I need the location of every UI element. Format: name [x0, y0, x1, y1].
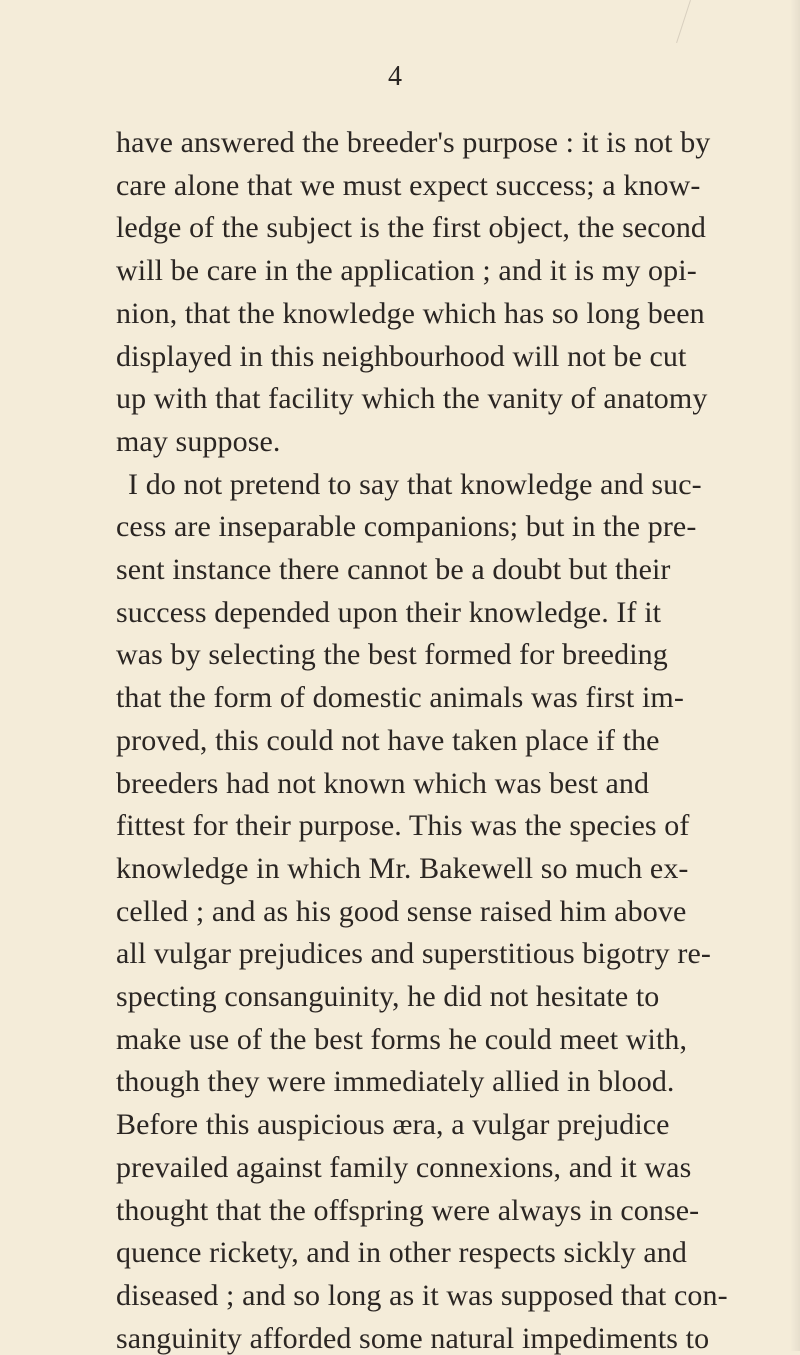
text-line: thought that the offspring were always in conse-: [116, 1193, 700, 1227]
text-line: have answered the breeder's purpose : it is not by: [116, 126, 711, 159]
text-line: may suppose.: [116, 424, 281, 458]
text-line: all vulgar prejudices and superstitious bigotry re-: [116, 937, 711, 971]
text-line: up with that facility which the vanity of anatomy: [116, 382, 708, 416]
text-line: celled ; and as his good sense raised him above: [116, 894, 687, 928]
text-line: I do not pretend to say that knowledge and suc-: [128, 467, 702, 501]
page-edge-shadow: [790, 0, 800, 1351]
text-line: displayed in this neighbourhood will not be cut: [116, 339, 687, 373]
text-line: ledge of the subject is the first object, the second: [116, 211, 707, 245]
text-line: fittest for their purpose. This was the species of: [116, 809, 690, 843]
text-line: diseased ; and so long as it was supposed that con-: [116, 1278, 728, 1312]
text-line: will be care in the application ; and it is my opi-: [116, 254, 697, 288]
text-line: that the form of domestic animals was first im-: [116, 681, 684, 715]
text-line: specting consanguinity, he did not hesitate to: [116, 980, 660, 1013]
text-line: care alone that we must expect success; a know-: [116, 168, 701, 202]
text-line: was by selecting the best formed for breeding: [116, 638, 668, 672]
text-line: breeders had not known which was best and: [116, 766, 650, 800]
text-line: cess are inseparable companions; but in the pre-: [116, 510, 697, 544]
text-line: proved, this could not have taken place if the: [116, 723, 660, 757]
text-line: success depended upon their knowledge. If it: [116, 595, 662, 629]
text-line: sent instance there cannot be a doubt but their: [116, 553, 671, 586]
text-line: though they were immediately allied in blood.: [116, 1065, 675, 1099]
text-line: quence rickety, and in other respects sickly and: [116, 1236, 687, 1270]
text-line: prevailed against family connexions, and it was: [116, 1150, 692, 1184]
page-number: 4: [388, 61, 402, 92]
text-line: knowledge in which Mr. Bakewell so much ex-: [116, 851, 689, 885]
text-line: make use of the best forms he could meet with,: [116, 1022, 688, 1056]
text-line: Before this auspicious æra, a vulgar prejudice: [116, 1108, 670, 1142]
text-line: nion, that the knowledge which has so long been: [116, 296, 705, 330]
page-crease: [676, 0, 691, 43]
text-line: sanguinity afforded some natural impediments to: [116, 1321, 710, 1355]
